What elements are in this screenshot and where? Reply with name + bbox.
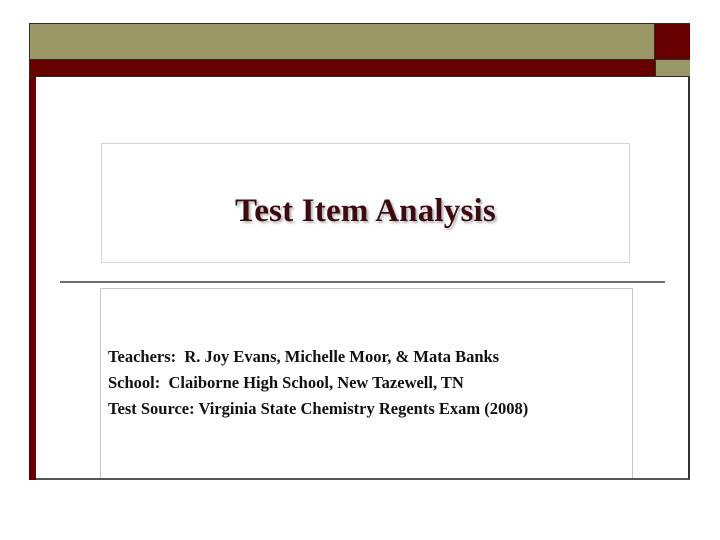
left-red-bar — [29, 77, 36, 480]
dark-red-stripe — [29, 59, 655, 77]
top-olive-band — [29, 23, 655, 59]
subtitle-school: School: Claiborne High School, New Tazewell, TN — [108, 373, 464, 392]
slide-title: Test Item Analysis — [235, 192, 496, 229]
subtitle-placeholder — [100, 288, 633, 478]
horizontal-divider — [60, 281, 665, 283]
subtitle-test-source: Test Source: Virginia State Chemistry Regents Exam (2008) — [108, 399, 529, 418]
olive-corner-square — [655, 59, 690, 77]
subtitle-list — [108, 344, 528, 422]
top-corner-red-square — [655, 23, 690, 59]
title-placeholder — [101, 143, 630, 263]
subtitle-teachers: Teachers: R. Joy Evans, Michelle Moor, & Mata Banks — [108, 347, 500, 366]
slide — [29, 23, 690, 480]
